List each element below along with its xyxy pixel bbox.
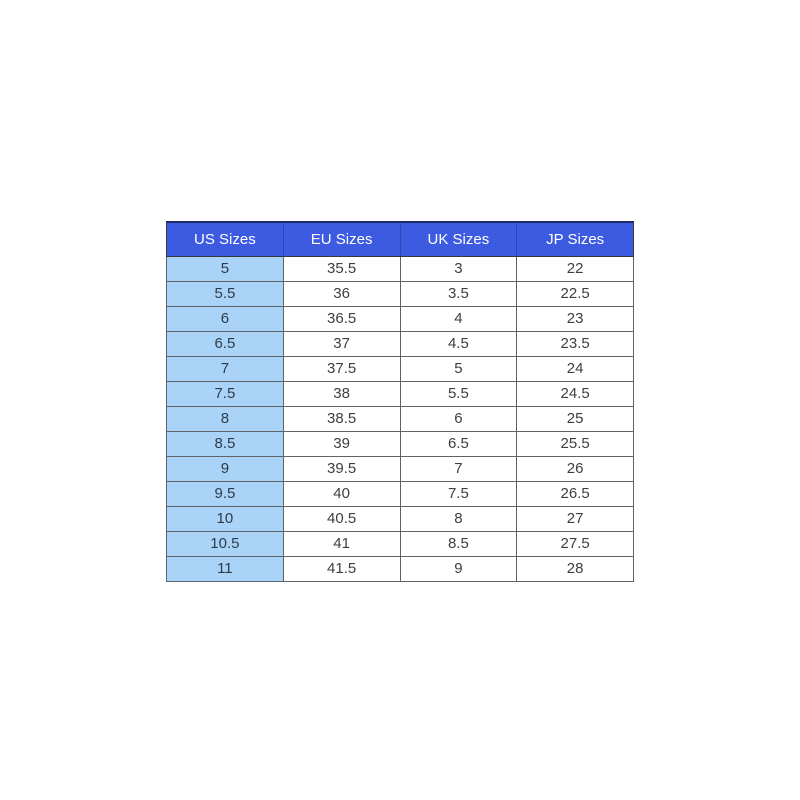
header-cell-uk-sizes: UK Sizes <box>400 222 517 256</box>
table-cell: 8 <box>400 506 517 531</box>
table-cell: 28 <box>517 556 634 581</box>
table-cell: 22 <box>517 256 634 281</box>
table-cell: 9 <box>400 556 517 581</box>
table-cell: 4.5 <box>400 331 517 356</box>
table-cell: 26.5 <box>517 481 634 506</box>
table-cell: 27.5 <box>517 531 634 556</box>
table-cell: 40.5 <box>283 506 400 531</box>
table-cell: 36 <box>283 281 400 306</box>
table-cell: 39.5 <box>283 456 400 481</box>
table-header-row <box>167 222 634 256</box>
table-cell: 8.5 <box>400 531 517 556</box>
table-cell: 7.5 <box>167 381 284 406</box>
header-cell-jp-sizes: JP Sizes <box>517 222 634 256</box>
table-row <box>167 306 634 331</box>
table-cell: 24.5 <box>517 381 634 406</box>
table-cell: 5 <box>400 356 517 381</box>
table-cell: 11 <box>167 556 284 581</box>
table-row <box>167 381 634 406</box>
header-cell-us-sizes: US Sizes <box>167 222 284 256</box>
table-row <box>167 481 634 506</box>
table-row <box>167 506 634 531</box>
table-row <box>167 531 634 556</box>
table-cell: 37 <box>283 331 400 356</box>
table-row <box>167 356 634 381</box>
table-cell: 37.5 <box>283 356 400 381</box>
table-cell: 9 <box>167 456 284 481</box>
table-cell: 40 <box>283 481 400 506</box>
table-cell: 8.5 <box>167 431 284 456</box>
table-row <box>167 331 634 356</box>
table-cell: 4 <box>400 306 517 331</box>
table-cell: 5.5 <box>167 281 284 306</box>
table-row <box>167 556 634 581</box>
table-cell: 22.5 <box>517 281 634 306</box>
table-cell: 7 <box>400 456 517 481</box>
table-cell: 5.5 <box>400 381 517 406</box>
table-cell: 3.5 <box>400 281 517 306</box>
table-cell: 23.5 <box>517 331 634 356</box>
table-cell: 6.5 <box>400 431 517 456</box>
table-cell: 6.5 <box>167 331 284 356</box>
table-body <box>167 256 634 581</box>
table-cell: 41.5 <box>283 556 400 581</box>
table-cell: 39 <box>283 431 400 456</box>
table-cell: 8 <box>167 406 284 431</box>
table-cell: 35.5 <box>283 256 400 281</box>
table-row <box>167 406 634 431</box>
table-cell: 26 <box>517 456 634 481</box>
table-cell: 9.5 <box>167 481 284 506</box>
table-cell: 6 <box>400 406 517 431</box>
table-row <box>167 431 634 456</box>
table-cell: 24 <box>517 356 634 381</box>
table-row <box>167 256 634 281</box>
table-cell: 36.5 <box>283 306 400 331</box>
table-cell: 3 <box>400 256 517 281</box>
table-cell: 41 <box>283 531 400 556</box>
table-cell: 7.5 <box>400 481 517 506</box>
table-cell: 27 <box>517 506 634 531</box>
header-cell-eu-sizes: EU Sizes <box>283 222 400 256</box>
table-row <box>167 456 634 481</box>
table-cell: 5 <box>167 256 284 281</box>
table-cell: 25.5 <box>517 431 634 456</box>
table-cell: 10.5 <box>167 531 284 556</box>
shoe-size-conversion-table <box>166 221 634 582</box>
table-row <box>167 281 634 306</box>
table-cell: 38 <box>283 381 400 406</box>
table-cell: 38.5 <box>283 406 400 431</box>
table-cell: 7 <box>167 356 284 381</box>
table-cell: 23 <box>517 306 634 331</box>
table-cell: 6 <box>167 306 284 331</box>
table-cell: 25 <box>517 406 634 431</box>
table-cell: 10 <box>167 506 284 531</box>
